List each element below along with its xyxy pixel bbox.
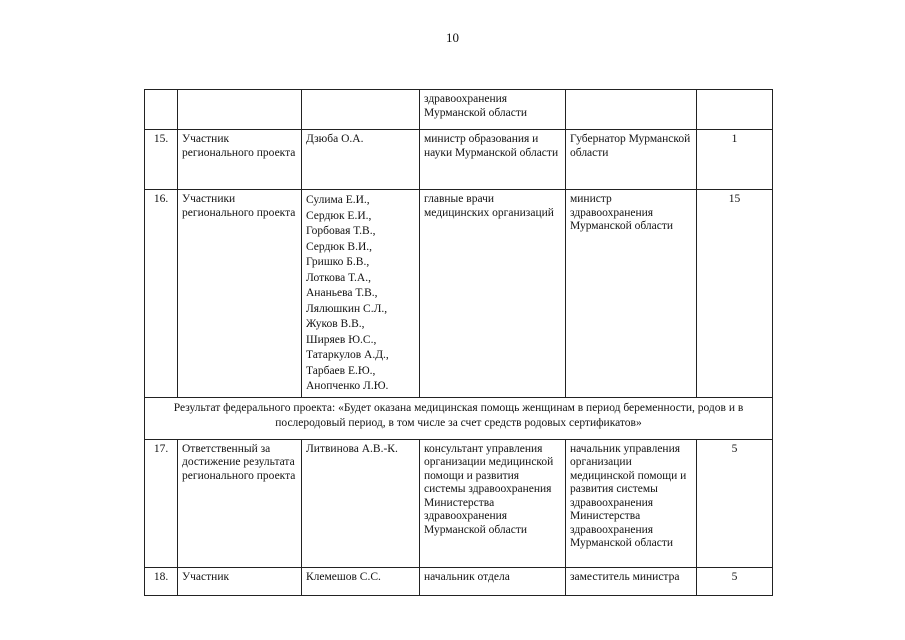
name-cell: Литвинова А.В.-К. (302, 439, 420, 567)
supervisor-cell: министр здравоохранения Мурманской области (566, 190, 697, 398)
participant-name: Горбовая Т.В., (306, 225, 376, 237)
name-cell: Клемешов С.С. (302, 567, 420, 595)
row-number (145, 90, 178, 130)
table-row (145, 130, 773, 190)
count-cell: 5 (697, 439, 773, 567)
position-cell: консультант управления организации медицинской помощи и развития системы здравоохранения Министерства здравоохранения Мурманской области (420, 439, 566, 567)
participant-name: Сердюк В.И., (306, 240, 373, 253)
participant-name: Ананьева Т.В., (306, 287, 378, 299)
position-cell: здравоохранения Мурманской области (420, 90, 566, 130)
table-row (145, 439, 773, 567)
participant-name: Тарбаев Е.Ю., (306, 364, 376, 377)
participant-name: Татаркулов А.Д., (306, 349, 389, 361)
federal-result-text: Результат федерального проекта: «Будет оказана медицинская помощь женщинам в период беременности, родов и в послеродовый период, в том числе за счет средств родовых сертификатов» (145, 397, 773, 439)
count-cell: 1 (697, 130, 773, 190)
participant-name: Лоткова Т.А., (306, 271, 371, 284)
table-row (145, 567, 773, 595)
supervisor-cell (566, 90, 697, 130)
supervisor-cell: Губернатор Мурманской области (566, 130, 697, 190)
position-cell: министр образования и науки Мурманской области (420, 130, 566, 190)
page-number: 10 (446, 30, 459, 45)
row-number: 16. (145, 190, 178, 398)
count-cell (697, 90, 773, 130)
count-cell: 5 (697, 567, 773, 595)
role-cell: Участники регионального проекта (178, 190, 302, 398)
row-number: 15. (145, 130, 178, 190)
table-row (145, 190, 773, 398)
participant-name: Сердюк Е.И., (306, 209, 372, 222)
supervisor-cell: заместитель министра (566, 567, 697, 595)
name-cell (302, 90, 420, 130)
position-cell: главные врачи медицинских организаций (420, 190, 566, 398)
name-cell: Дзюба О.А. (302, 130, 420, 190)
supervisor-cell: начальник управления организации медицинской помощи и развития системы здравоохранения Министерства здравоохранения Мурманской области (566, 439, 697, 567)
table-row (145, 90, 773, 130)
role-cell: Участник (178, 567, 302, 595)
participant-name: Гришко Б.В., (306, 256, 370, 268)
role-cell: Ответственный за достижение результата регионального проекта (178, 439, 302, 567)
participants-table (144, 89, 773, 596)
row-number: 17. (145, 439, 178, 567)
count-cell: 15 (697, 190, 773, 398)
participant-name: Лялюшкин С.Л., (306, 302, 388, 315)
role-cell: Участник регионального проекта (178, 130, 302, 190)
participant-name: Жуков В.В., (306, 318, 365, 330)
participant-name: Ширяев Ю.С., (306, 333, 377, 346)
role-cell (178, 90, 302, 130)
participant-name: Сулима Е.И., (306, 194, 370, 206)
row-number: 18. (145, 567, 178, 595)
name-list-cell (302, 190, 420, 398)
federal-result-row (145, 397, 773, 439)
position-cell: начальник отдела (420, 567, 566, 595)
participant-name: Анопченко Л.Ю. (306, 380, 389, 392)
